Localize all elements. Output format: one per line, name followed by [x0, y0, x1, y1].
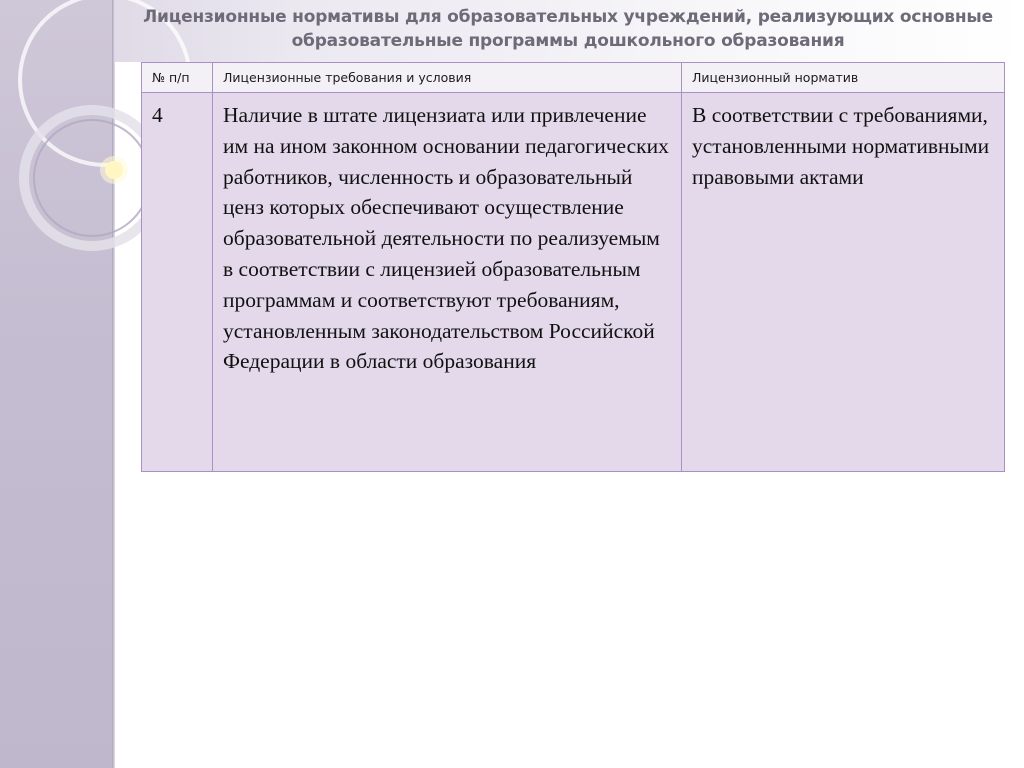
tiny-ring	[129, 150, 137, 158]
table-row	[142, 93, 1005, 472]
license-norms-table	[141, 62, 1005, 472]
header-number: № п/п	[142, 63, 213, 93]
table-header-row	[142, 63, 1005, 93]
header-requirements: Лицензионные требования и условия	[213, 63, 682, 93]
cell-requirement: Наличие в штате лицензиата или привлечение им на ином законном основании педагогических работников, численность и образовательный ценз которых обеспечивают осуществление образовательной деятельности по реализуемым в соответствии с лицензией образовательным программам и соответствуют требованиям, установленным законодательством Российской Федерации в области образования	[213, 93, 682, 472]
header-norm: Лицензионный норматив	[682, 63, 1005, 93]
cell-norm: В соответствии с требованиями, установленными нормативными правовыми актами	[682, 93, 1005, 472]
slide-title-line-2: образовательные программы дошкольного образования	[291, 31, 845, 51]
slide-title-line-1: Лицензионные нормативы для образовательных учреждений, реализующих основные	[143, 7, 993, 27]
side-decor-panel	[0, 0, 112, 768]
slide-title	[118, 5, 1018, 53]
side-panel-edge	[112, 0, 115, 768]
cell-number: 4	[142, 93, 213, 472]
